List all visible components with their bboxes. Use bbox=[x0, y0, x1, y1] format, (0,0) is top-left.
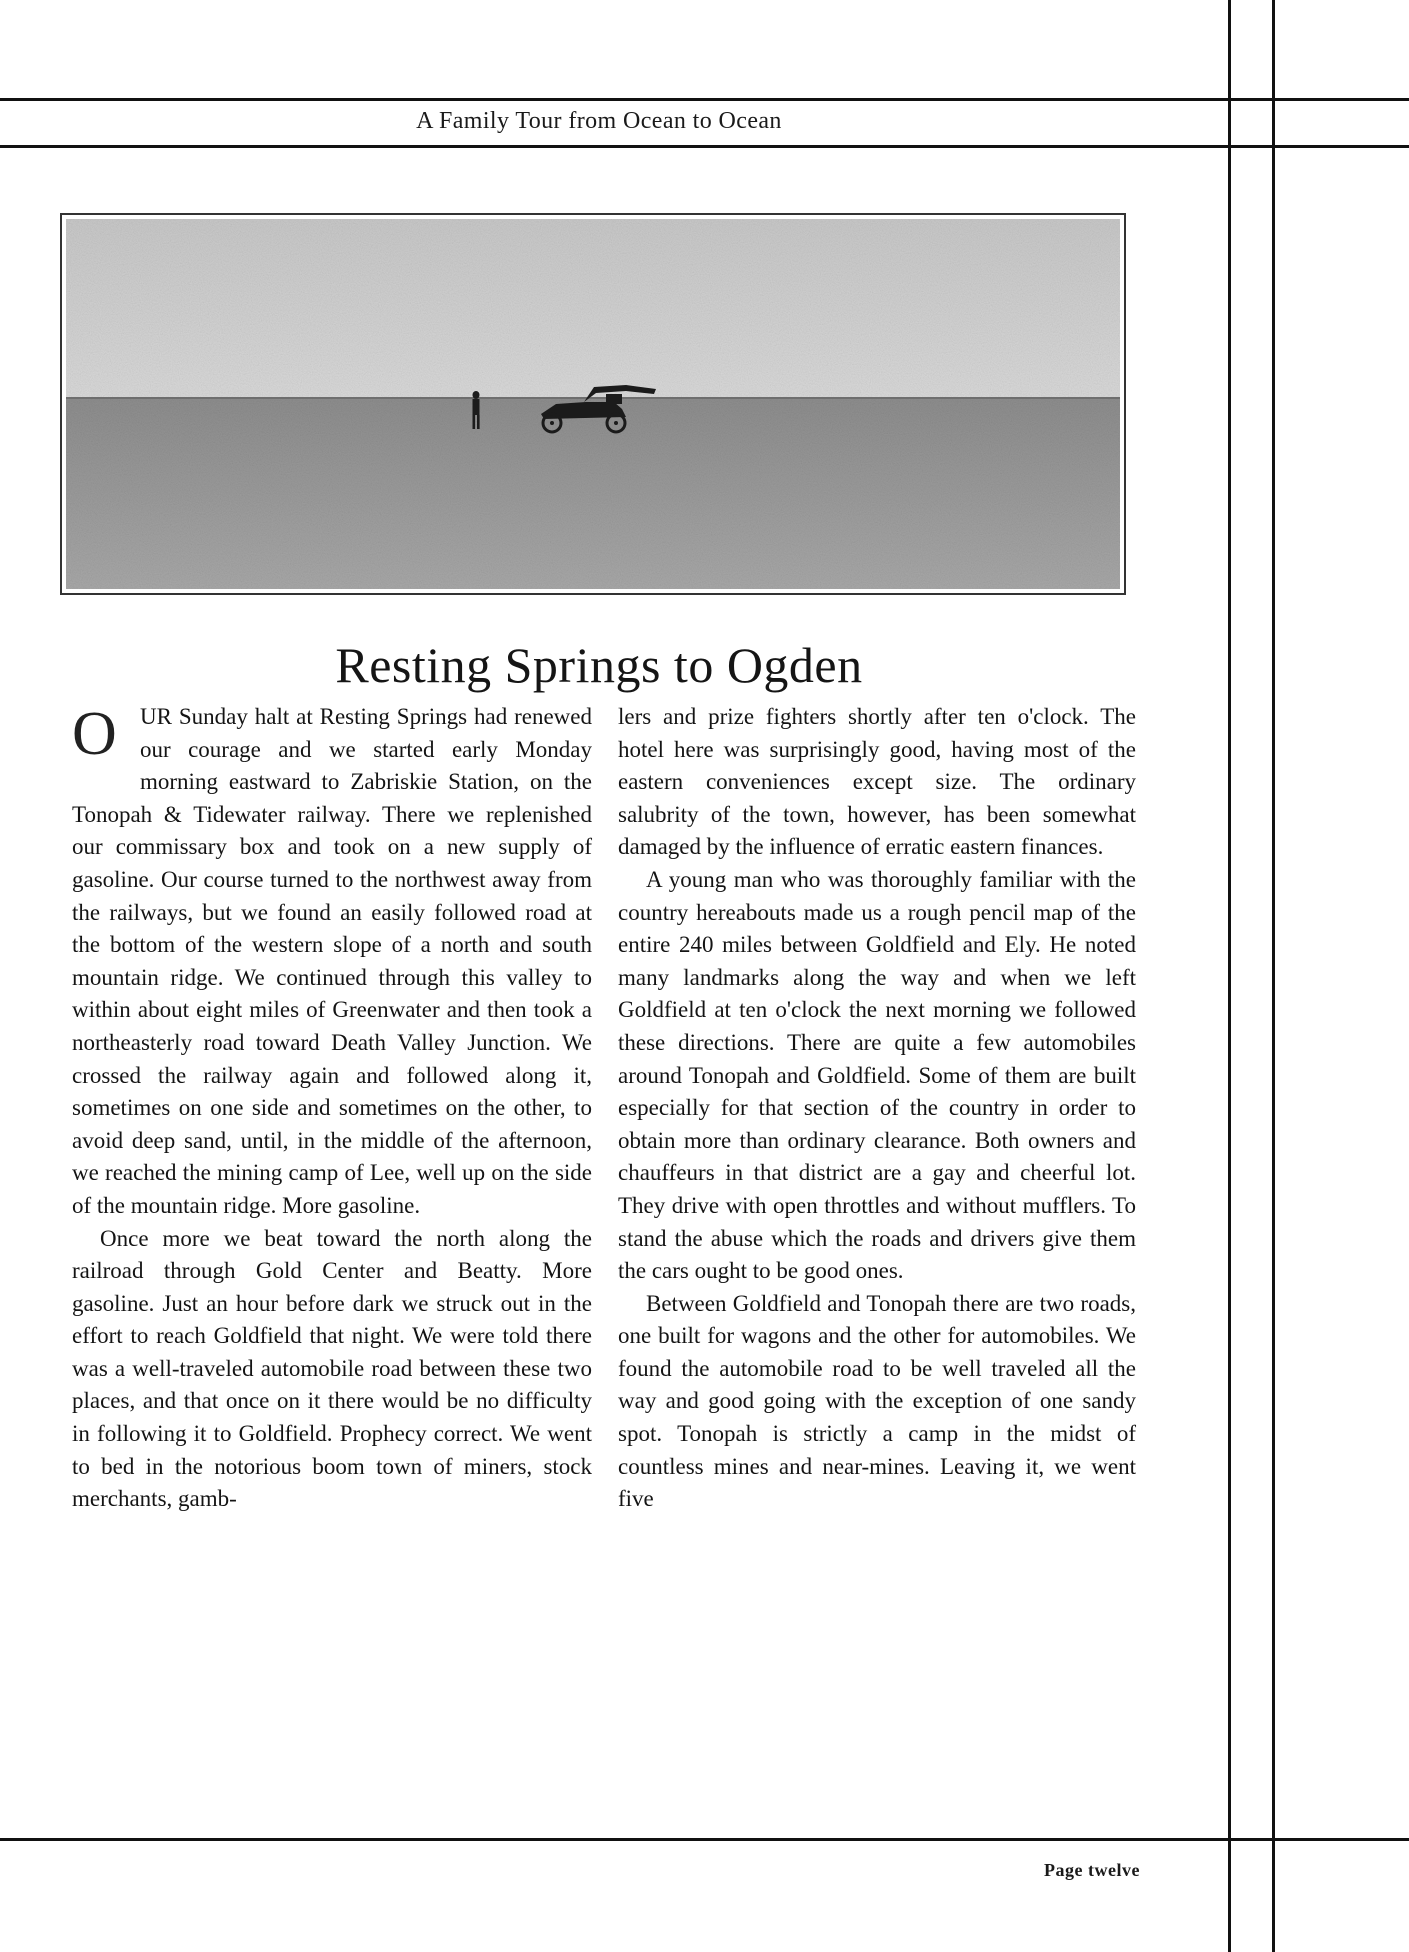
right-paragraph-3: Between Goldfield and Tonopah there are two roads, one built for wagons and the other for automobiles. We found the automobile road to be well traveled all the way and good going with the exception of one sandy spot. Tonopah is strictly a camp in the midst of countless mines and near-mines. Leaving it, we went five bbox=[618, 1290, 1136, 1512]
article-title: Resting Springs to Ogden bbox=[335, 637, 863, 693]
right-paragraph-2: A young man who was thoroughly familiar with the country hereabouts made us a rough pencil map of the entire 240 miles between Goldfield and Ely. He noted many landmarks along the way and when we left Goldfield at ten o'clock the next morning we followed these directions. There are quite a few automobiles around Tonopah and Goldfield. Some of them are built especially for that section of the country in order to obtain more than ordinary clearance. Both owners and chauffeurs in that district are a gay and cheerful lot. They drive with open throttles and without mufflers. To stand the abuse which the roads and drivers give them the cars ought to be good ones. bbox=[618, 866, 1136, 1284]
running-header: A Family Tour from Ocean to Ocean bbox=[416, 108, 782, 134]
binding-line-left bbox=[1228, 0, 1231, 1952]
right-column bbox=[618, 701, 1136, 1516]
left-paragraph-1-text: UR Sunday halt at Resting Springs had renewed our courage and we started early Monday morning eastward to Zabriskie Station, on the Tonopah & Tidewater railway. There we replenished our commissary box and took on a new supply of gasoline. Our course turned to the northwest away from the railways, but we found an easily followed road at the bottom of the western slope of a north and south mountain ridge. We continued through this valley to within about eight miles of Greenwater and then took a northeasterly road toward Death Valley Junction. We crossed the railway again and followed along it, sometimes on one side and sometimes on the other, to avoid deep sand, until, in the middle of the afternoon, we reached the mining camp of Lee, well up on the side of the mountain ridge. More gasoline. bbox=[72, 704, 592, 1218]
page-number: Page twelve bbox=[1044, 1860, 1140, 1880]
bottom-rule bbox=[0, 1838, 1409, 1841]
top-rule bbox=[0, 98, 1409, 101]
left-column bbox=[72, 701, 592, 1516]
header-bottom-rule bbox=[0, 145, 1409, 148]
desert-photo bbox=[60, 213, 1126, 595]
right-paragraph-1: lers and prize fighters shortly after ten o'clock. The hotel here was surprisingly good, having most of the eastern conveniences except size. The ordinary salubrity of the town, however, has been somewhat damaged by the influence of erratic eastern finances. bbox=[618, 704, 1136, 860]
drop-cap: O bbox=[72, 700, 117, 768]
desert-photo-image bbox=[66, 219, 1120, 589]
left-paragraph-1 bbox=[72, 701, 592, 1223]
left-paragraph-2: Once more we beat toward the north along the railroad through Gold Center and Beatty. More gasoline. Just an hour before dark we struck out in the effort to reach Goldfield that night. We were told there was a well-traveled automobile road between these two places, and that once on it there would be no difficulty in following it to Goldfield. Prophecy correct. We went to bed in the notorious boom town of miners, stock merchants, gamb- bbox=[72, 1225, 592, 1512]
binding-line-right bbox=[1272, 0, 1275, 1952]
